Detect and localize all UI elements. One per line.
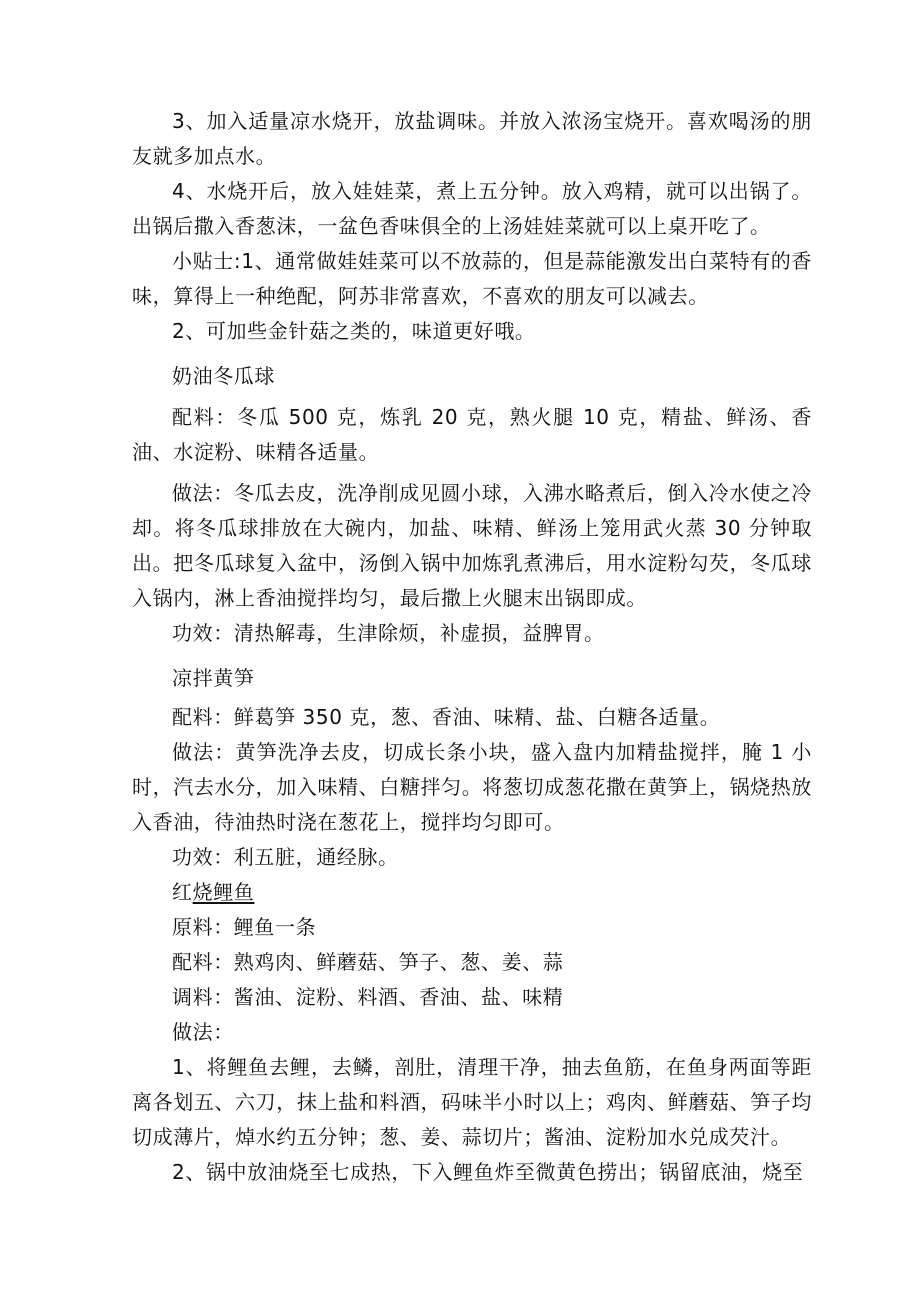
paragraph-ingredients-2: 配料：鲜葛笋 350 克，葱、香油、味精、盐、白糖各适量。 (172, 705, 721, 729)
paragraph-tips-1: 小贴士:1、通常做娃娃菜可以不放蒜的，但是蒜能激发出白菜特有的香味，算得上一种绝配，阿苏非常喜欢，不喜欢的朋友可以减去。 (132, 249, 812, 308)
recipe-title-cold-bamboo-shoots: 凉拌黄笋 (172, 666, 255, 690)
paragraph-effect-2: 功效：利五脏，通经脉。 (172, 845, 399, 869)
paragraph-step-4: 4、水烧开后，放入娃娃菜，煮上五分钟。放入鸡精，就可以出锅了。出锅后撒入香葱沫，一盆色香味俱全的上汤娃娃菜就可以上桌开吃了。 (132, 179, 812, 238)
paragraph-method-label: 做法： (172, 1020, 234, 1044)
paragraph-tips-2: 2、可加些金针菇之类的，味道更好哦。 (172, 319, 536, 343)
recipe-title-braised-carp-first-char: 红 (172, 880, 193, 904)
paragraph-ingredients-1: 配料：冬瓜 500 克，炼乳 20 克，熟火腿 10 克，精盐、鲜汤、香油、水淀粉、味精各适量。 (132, 405, 812, 464)
paragraph-seasoning: 调料：酱油、淀粉、料酒、香油、盐、味精 (172, 985, 564, 1009)
document-body (132, 104, 812, 1190)
paragraph-raw-material: 原料：鲤鱼一条 (172, 915, 317, 939)
recipe-title-braised-carp (132, 875, 812, 910)
paragraph-method-step-1: 1、将鲤鱼去鲤，去鳞，剖肚，清理干净，抽去鱼筋，在鱼身两面等距离各划五、六刀，抹上盐和料酒，码味半小时以上；鸡肉、鲜蘑菇、笋子均切成薄片，焯水约五分钟；葱、姜、蒜切片；酱油、淀粉加水兑成芡汁。 (132, 1055, 812, 1149)
recipe-title-braised-carp-underlined: 烧鲤鱼 (192, 880, 255, 904)
paragraph-effect-1: 功效：清热解毒，生津除烦，补虚损，益脾胃。 (172, 621, 605, 645)
paragraph-method-1: 做法：冬瓜去皮，洗净削成见圆小球，入沸水略煮后，倒入冷水使之冷却。将冬瓜球排放在大碗内，加盐、味精、鲜汤上笼用武火蒸 30 分钟取出。把冬瓜球复入盆中，汤倒入锅中加炼乳煮沸后，用水淀粉勾芡，冬瓜球入锅内，淋上香油搅拌均匀，最后撒上火腿末出锅即成。 (132, 481, 812, 610)
recipe-title-winter-melon-balls: 奶油冬瓜球 (172, 364, 275, 388)
paragraph-step-3: 3、加入适量凉水烧开，放盐调味。并放入浓汤宝烧开。喜欢喝汤的朋友就多加点水。 (132, 109, 812, 168)
paragraph-method-step-2: 2、锅中放油烧至七成热，下入鲤鱼炸至微黄色捞出；锅留底油，烧至 (172, 1160, 804, 1184)
paragraph-method-2: 做法：黄笋洗净去皮，切成长条小块，盛入盘内加精盐搅拌，腌 1 小时，汽去水分，加入味精、白糖拌匀。将葱切成葱花撒在黄笋上，锅烧热放入香油，待油热时浇在葱花上，搅拌均匀即可。 (132, 740, 812, 834)
paragraph-ingredients-3: 配料：熟鸡肉、鲜蘑菇、笋子、葱、姜、蒜 (172, 950, 564, 974)
